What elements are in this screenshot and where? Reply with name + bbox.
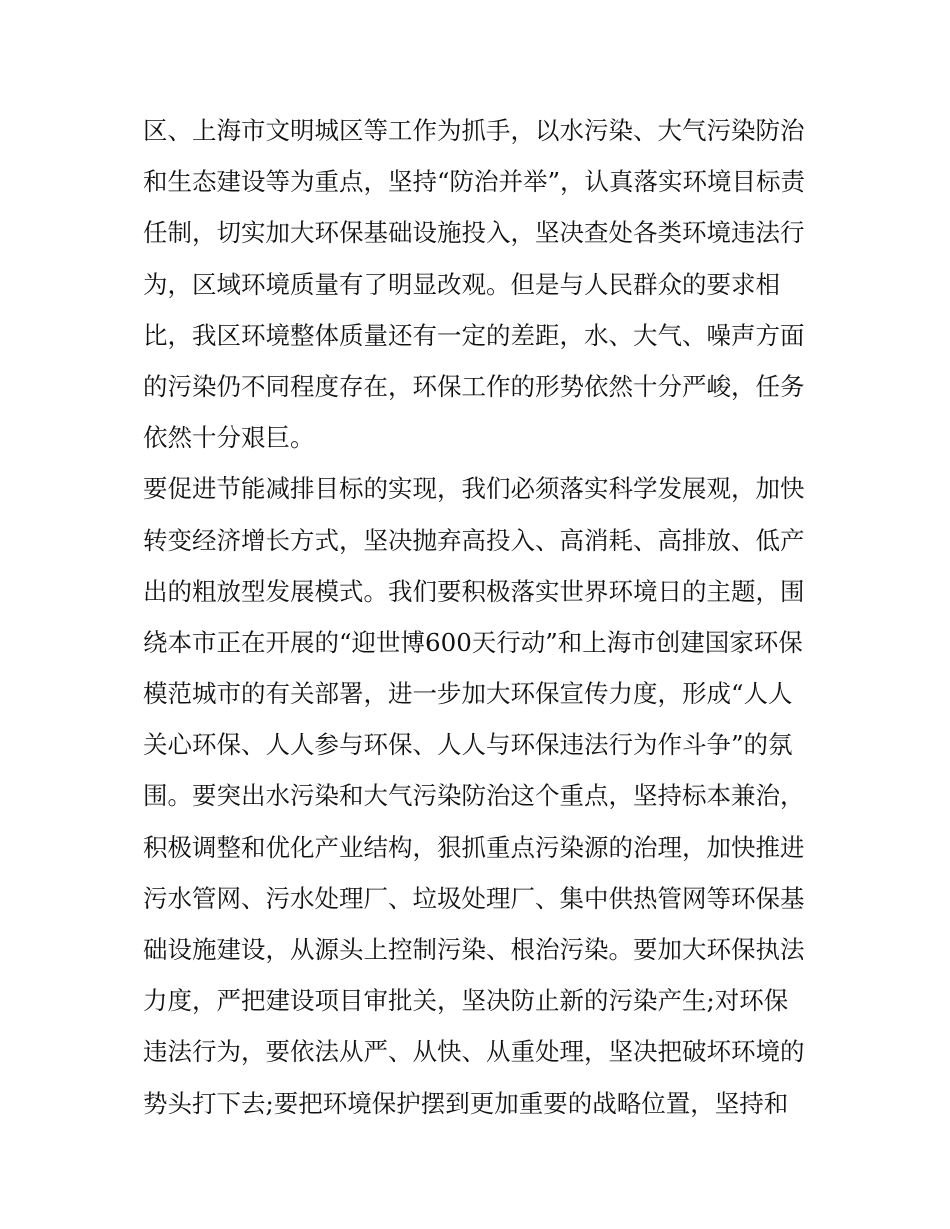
text-line: 比，我区环境整体质量还有一定的差距，水、大气、噪声方面 bbox=[143, 320, 805, 350]
text-line: 关心环保、人人参与环保、人人与环保违法行为作斗争”的氛 bbox=[143, 730, 793, 760]
text-line: 的污染仍不同程度存在，环保工作的形势依然十分严峻，任务 bbox=[143, 371, 805, 401]
text-line: 任制，切实加大环保基础设施投入，坚决查处各类环境违法行 bbox=[143, 218, 805, 248]
text-line: 转变经济增长方式，坚决抛弃高投入、高消耗、高排放、低产 bbox=[143, 525, 805, 555]
text-line: 为，区域环境质量有了明显改观。但是与人民群众的要求相 bbox=[143, 269, 780, 299]
text-line: 和生态建设等为重点，坚持“防治并举”，认真落实环境目标责 bbox=[143, 167, 806, 197]
text-line: 势头打下去;要把环境保护摆到更加重要的战略位置，坚持和 bbox=[143, 1088, 789, 1118]
text-line: 违法行为，要依法从严、从快、从重处理，坚决把破坏环境的 bbox=[143, 1037, 805, 1067]
text-line: 力度，严把建设项目审批关，坚决防止新的污染产生;对环保 bbox=[143, 986, 789, 1016]
text-line: 模范城市的有关部署，进一步加大环保宣传力度，形成“人人 bbox=[143, 679, 793, 709]
text-line: 出的粗放型发展模式。我们要积极落实世界环境日的主题，围 bbox=[143, 576, 805, 606]
text-line: 绕本市正在开展的“迎世博600天行动”和上海市创建国家环保 bbox=[143, 627, 803, 657]
paragraph-2 bbox=[143, 463, 823, 1128]
document-body bbox=[143, 105, 823, 1129]
text-line: 积极调整和优化产业结构，狠抓重点污染源的治理，加快推进 bbox=[143, 832, 805, 862]
text-line: 础设施建设，从源头上控制污染、根治污染。要加大环保执法 bbox=[143, 935, 805, 964]
text-line: 依然十分艰巨。 bbox=[143, 423, 315, 453]
text-line: 围。要突出水污染和大气污染防治这个重点，坚持标本兼治， bbox=[143, 781, 805, 811]
text-line: 污水管网、污水处理厂、垃圾处理厂、集中供热管网等环保基 bbox=[143, 883, 805, 913]
text-line: 要促进节能减排目标的实现，我们必须落实科学发展观，加快 bbox=[143, 474, 805, 504]
text-line: 区、上海市文明城区等工作为抓手，以水污染、大气污染防治 bbox=[143, 116, 805, 145]
paragraph-1 bbox=[143, 105, 823, 463]
